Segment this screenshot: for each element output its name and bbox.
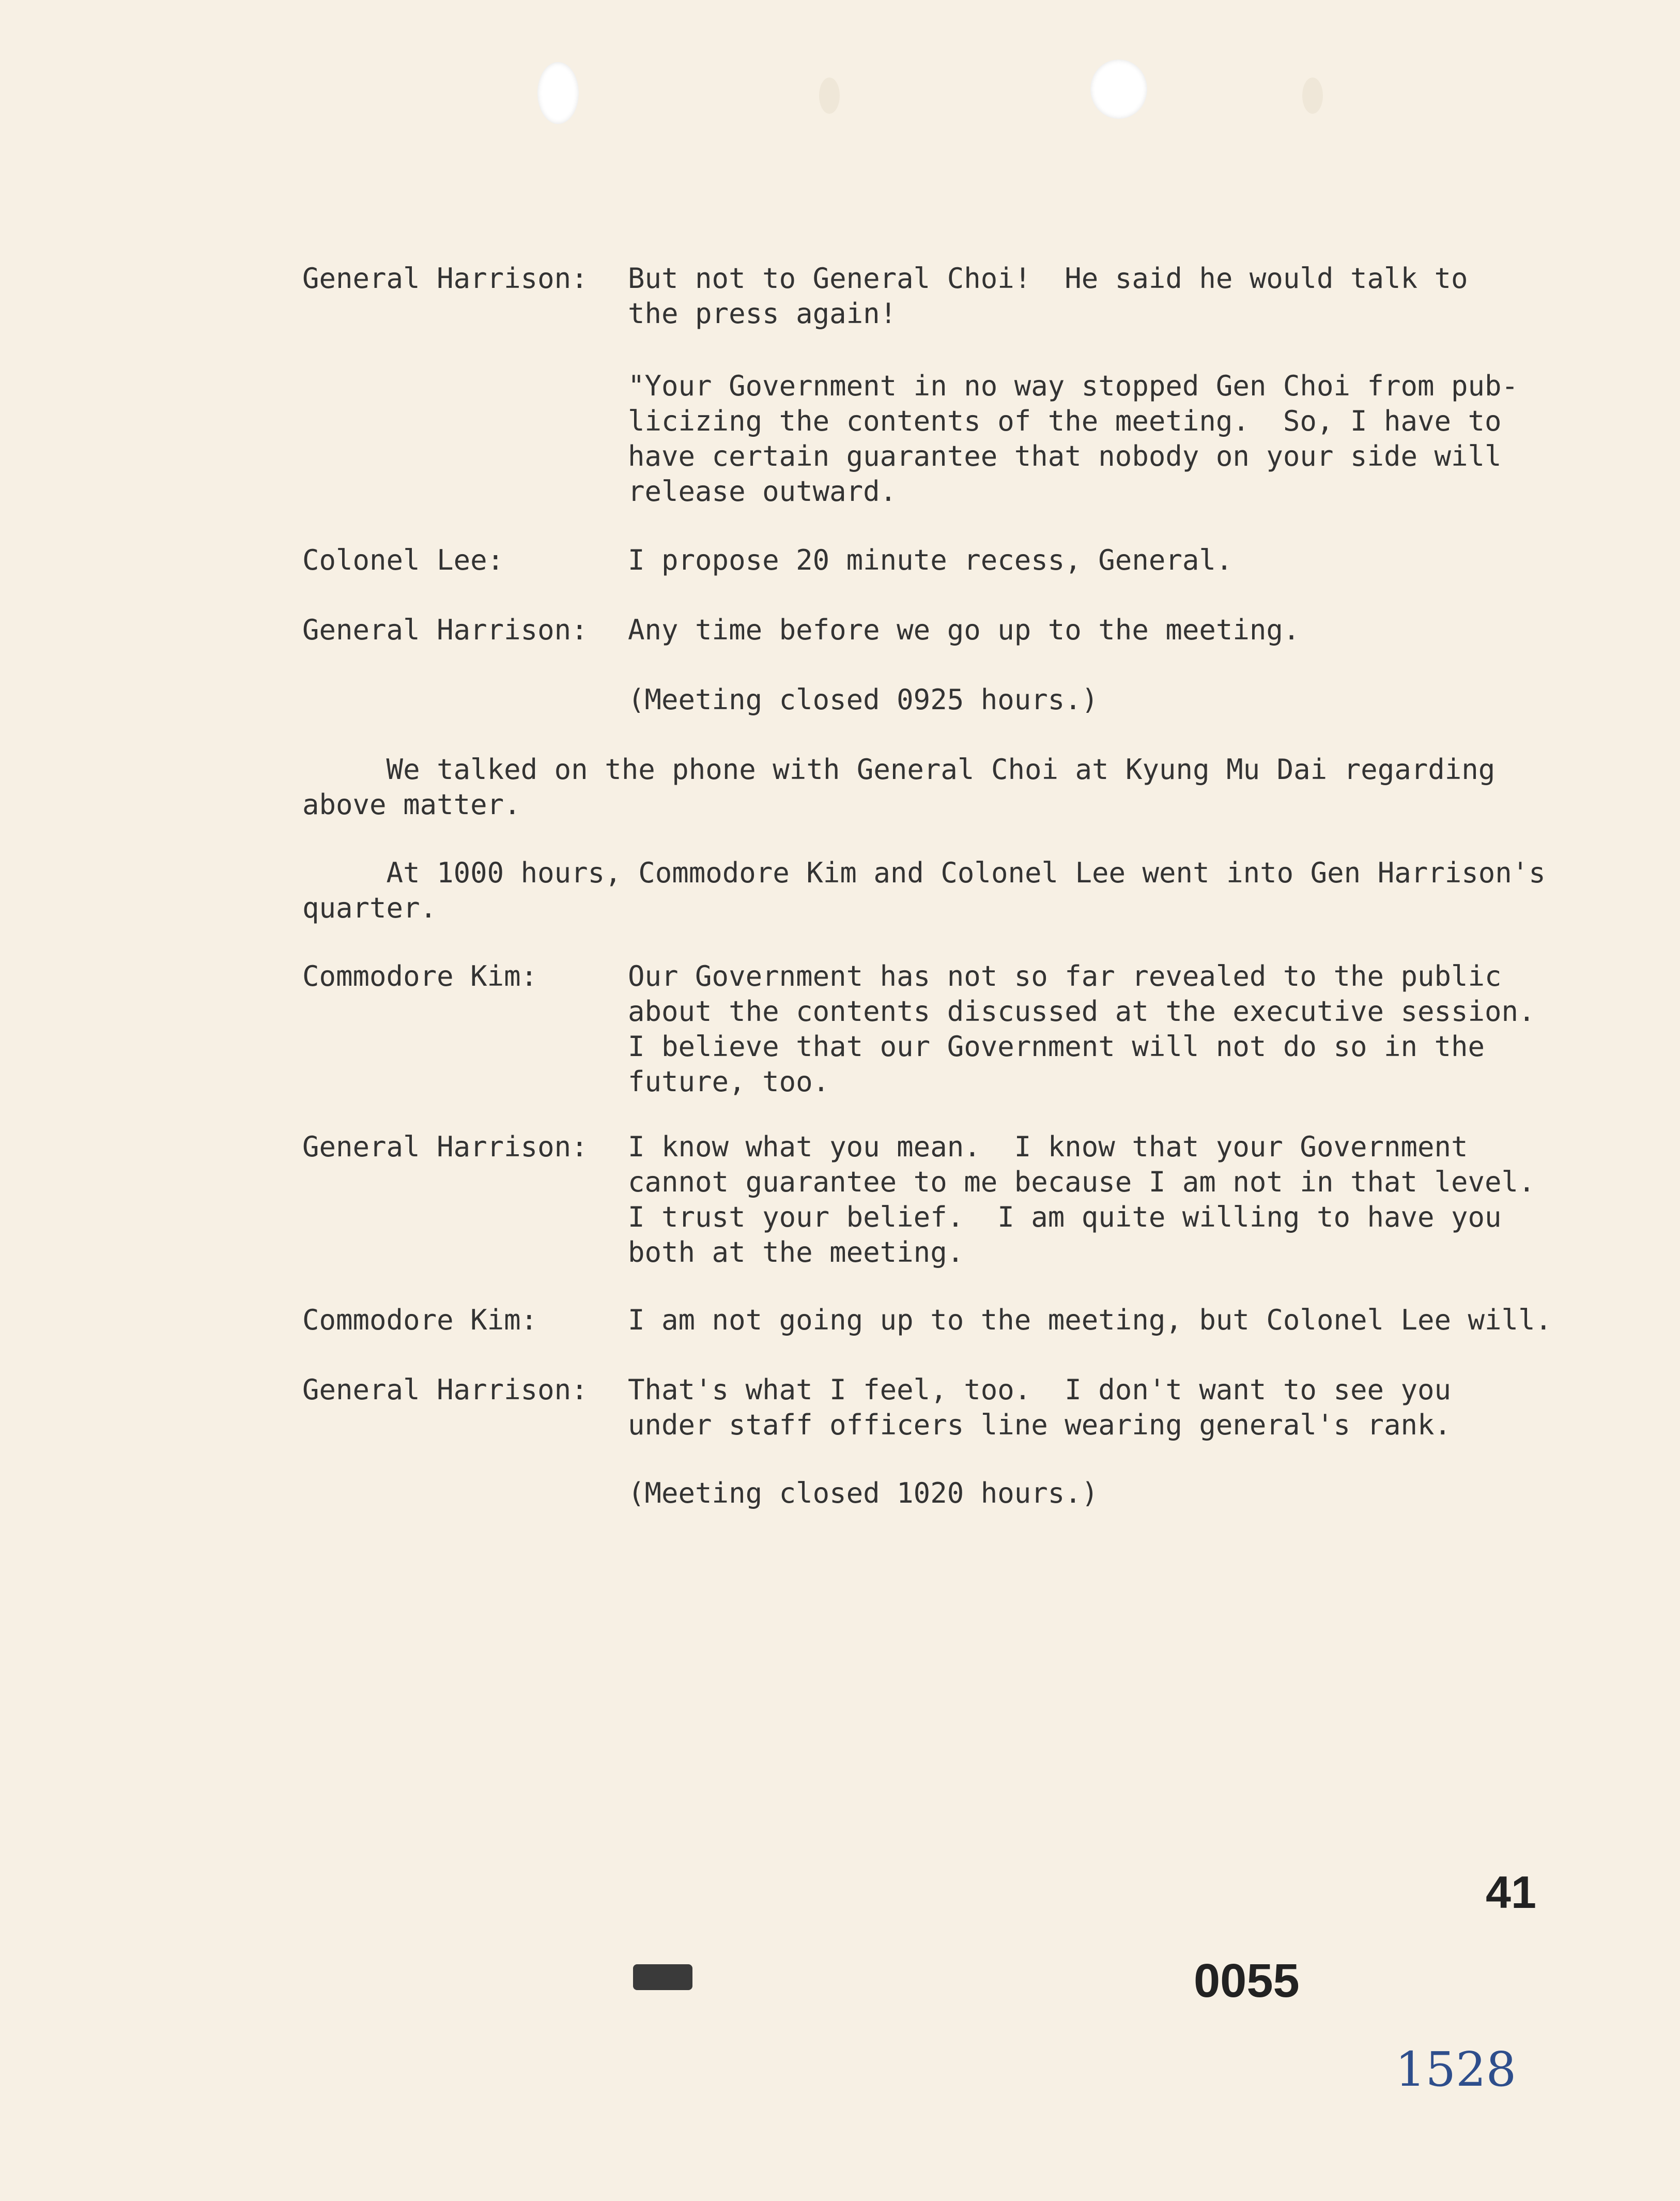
speaker-general-harrison: General Harrison: xyxy=(302,614,588,646)
speech-line: cannot guarantee to me because I am not in that level. xyxy=(628,1166,1535,1198)
speaker-general-harrison: General Harrison: xyxy=(302,1130,588,1163)
paragraph-line: quarter. xyxy=(302,892,437,924)
speech-line: Any time before we go up to the meeting. xyxy=(628,614,1300,646)
paragraph-line: We talked on the phone with General Choi at Kyung Mu Dai regarding xyxy=(302,753,1496,786)
speech-line: Our Government has not so far revealed to the public xyxy=(628,960,1502,992)
speech-line: the press again! xyxy=(628,297,897,330)
speaker-colonel-lee: Colonel Lee: xyxy=(302,544,504,576)
speech-line: I believe that our Government will not do so in the xyxy=(628,1030,1485,1063)
redaction-mark xyxy=(633,1964,692,1990)
speech-line: "Your Government in no way stopped Gen Choi from pub- xyxy=(628,370,1519,402)
speech-line: under staff officers line wearing general's rank. xyxy=(628,1409,1452,1441)
speech-line: release outward. xyxy=(628,475,897,508)
meeting-closed-note: (Meeting closed 1020 hours.) xyxy=(628,1477,1099,1509)
punch-hole-faint-1 xyxy=(819,78,840,114)
speech-line: I know what you mean. I know that your Government xyxy=(628,1130,1468,1163)
speech-line: licizing the contents of the meeting. So, I have to xyxy=(628,405,1502,437)
speech-line: That's what I feel, too. I don't want to see you xyxy=(628,1373,1452,1406)
page-number: 41 xyxy=(1486,1867,1536,1918)
archive-number: 0055 xyxy=(1194,1954,1300,2007)
meeting-closed-note: (Meeting closed 0925 hours.) xyxy=(628,683,1099,716)
speaker-commodore-kim: Commodore Kim: xyxy=(302,1304,538,1336)
speaker-general-harrison: General Harrison: xyxy=(302,262,588,295)
speech-line: have certain guarantee that nobody on your side will xyxy=(628,440,1502,472)
speaker-general-harrison: General Harrison: xyxy=(302,1373,588,1406)
speech-line: about the contents discussed at the executive session. xyxy=(628,995,1535,1028)
punch-hole-faint-2 xyxy=(1302,78,1323,114)
speech-line: I propose 20 minute recess, General. xyxy=(628,544,1233,576)
speech-line: I am not going up to the meeting, but Colonel Lee will. xyxy=(628,1304,1552,1336)
speech-line: But not to General Choi! He said he would talk to xyxy=(628,262,1468,295)
punch-hole-left xyxy=(537,62,579,124)
paragraph-line: above matter. xyxy=(302,788,521,821)
speech-line: future, too. xyxy=(628,1065,830,1098)
punch-hole-right xyxy=(1090,59,1147,119)
speech-line: I trust your belief. I am quite willing to have you xyxy=(628,1201,1502,1233)
speech-line: both at the meeting. xyxy=(628,1236,964,1268)
paragraph-line: At 1000 hours, Commodore Kim and Colonel Lee went into Gen Harrison's xyxy=(302,857,1546,889)
speaker-commodore-kim: Commodore Kim: xyxy=(302,960,538,992)
stamp-number: 1528 xyxy=(1395,2042,1517,2097)
